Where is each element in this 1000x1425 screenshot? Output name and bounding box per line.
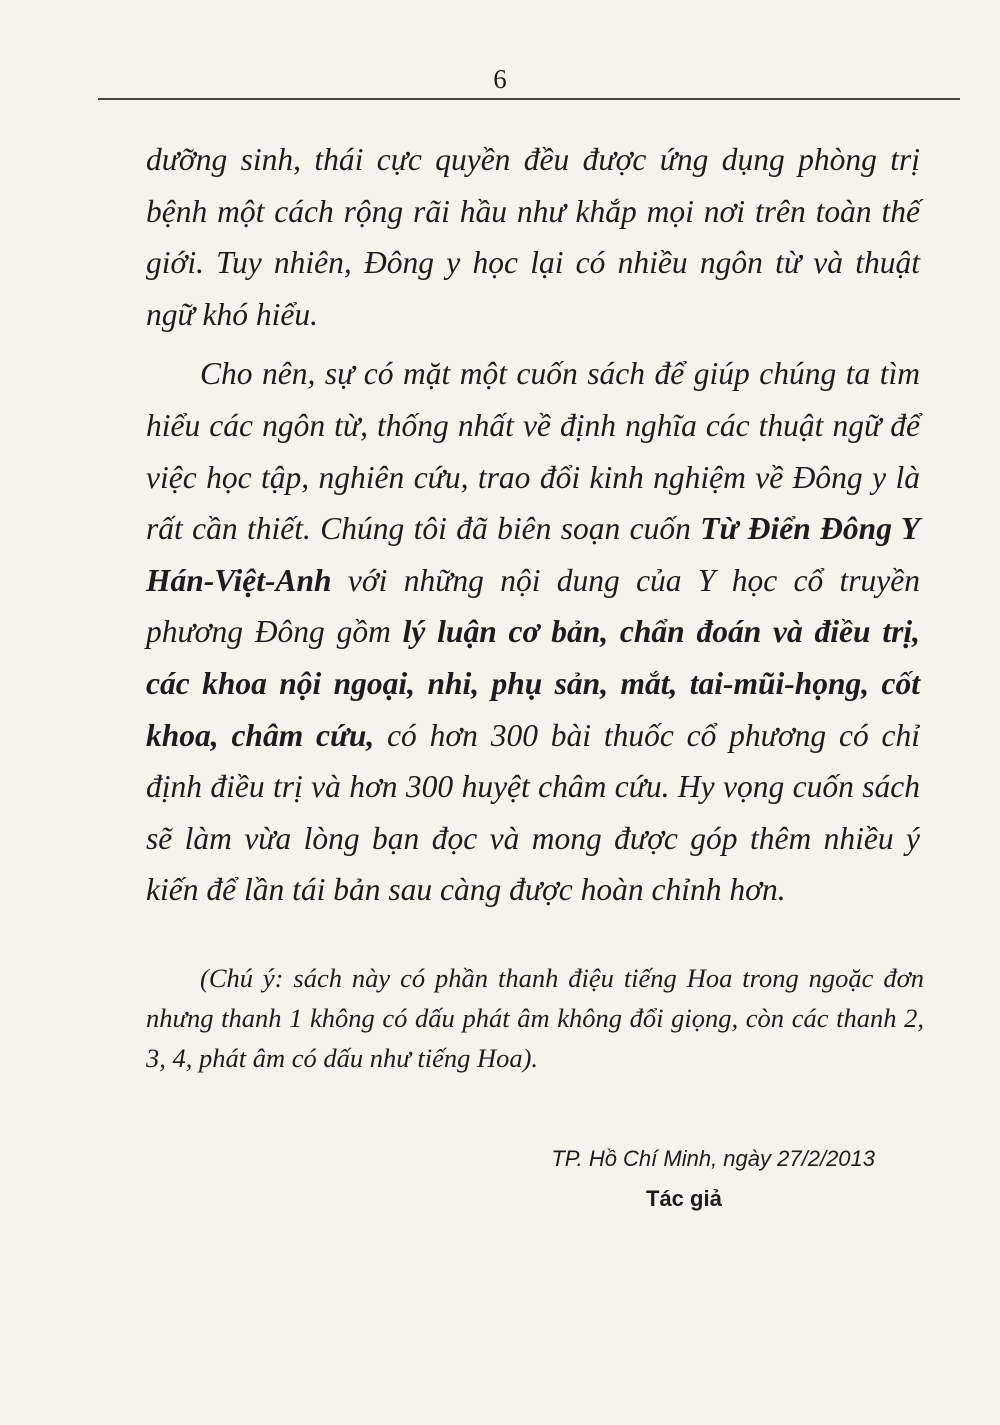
book-title: Từ Điển Đông Y Hán-Việt-Anh <box>146 511 920 598</box>
paragraph-2 <box>146 348 920 916</box>
place-date: TP. Hồ Chí Minh, ngày 27/2/2013 <box>551 1146 875 1171</box>
topics-list: lý luận cơ bản, chẩn đoán và điều trị, các khoa nội ngoại, nhi, phụ sản, mắt, tai-mũi-họng, cốt khoa, châm cứu, <box>146 614 920 753</box>
page-number: 6 <box>493 64 507 94</box>
note-paragraph: (Chú ý: sách này có phần thanh điệu tiếng Hoa trong ngoặc đơn nhưng thanh 1 không có dấu phát âm không đổi giọng, còn các thanh 2, 3, 4, phát âm có dấu như tiếng Hoa). <box>146 963 924 1073</box>
main-text <box>146 134 920 916</box>
paragraph-2-part-3: có hơn 300 bài thuốc cổ phương có chỉ định điều trị và hơn 300 huyệt châm cứu. Hy vọng cuốn sách sẽ làm vừa lòng bạn đọc và mong được góp thêm nhiều ý kiến để lần tái bản sau càng được hoàn chỉnh hơn. <box>146 717 920 908</box>
header-rule <box>98 98 960 100</box>
paragraph-2-part-1: Cho nên, sự có mặt một cuốn sách để giúp chúng ta tìm hiểu các ngôn từ, thống nhất về định nghĩa các thuật ngữ để việc học tập, nghiên cứu, trao đổi kinh nghiệm về Đông y là rất cần thiết. Chúng tôi đã biên soạn cuốn <box>146 356 920 547</box>
paragraph-1: dưỡng sinh, thái cực quyền đều được ứng dụng phòng trị bệnh một cách rộng rãi hầu như khắp mọi nơi trên toàn thế giới. Tuy nhiên, Đông y học lại có nhiều ngôn từ và thuật ngữ khó hiểu. <box>146 142 920 332</box>
author-signature: Tác giả <box>646 1186 722 1211</box>
paragraph-2-part-2: với những nội dung của Y học cổ truyền phương Đông gồm <box>146 562 920 650</box>
